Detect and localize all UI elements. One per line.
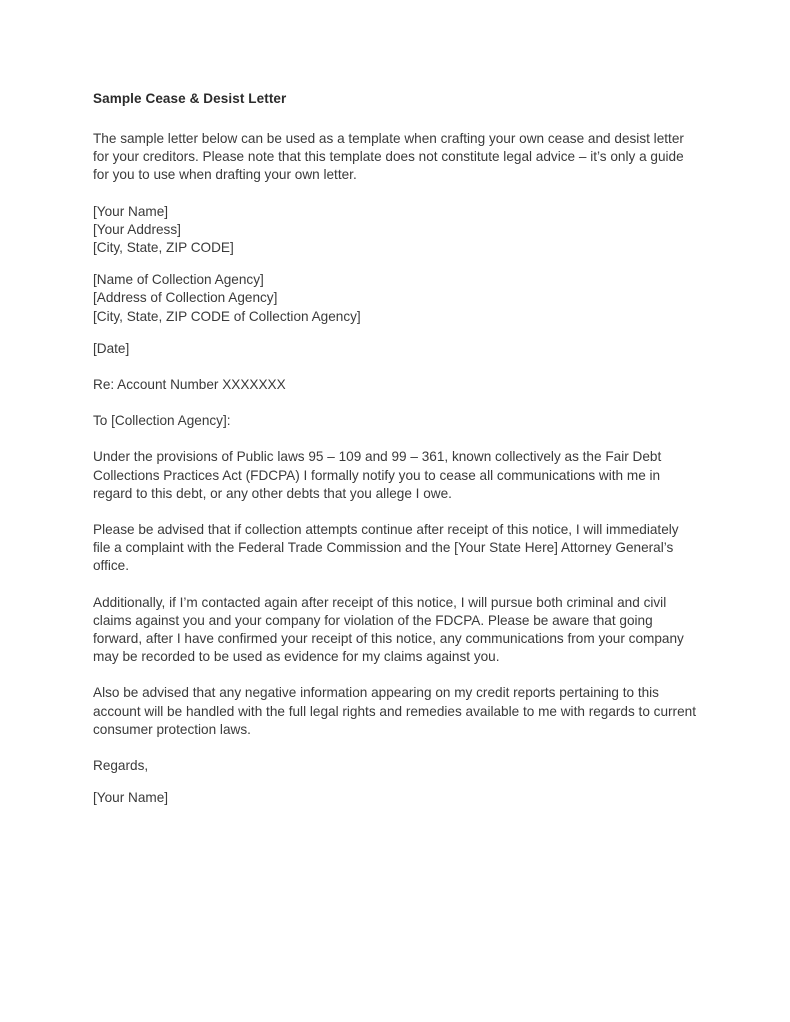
recipient-city-line: [City, State, ZIP CODE of Collection Agency] <box>93 308 361 324</box>
letter-content <box>93 90 697 825</box>
subject-line: Re: Account Number XXXXXXX <box>93 377 286 393</box>
sender-name-line: [Your Name] <box>93 203 169 219</box>
recipient-address-block <box>93 271 697 326</box>
signature-line: [Your Name] <box>93 790 169 806</box>
body-paragraph-1: Under the provisions of Public laws 95 – 109 and 99 – 361, known collectively as the Fair Debt Collections Practices Act (FDCPA) I formally notify you to cease all communications with me in regard to this debt, or any other debts that you allege I owe. <box>93 449 662 501</box>
body-paragraph-3: Additionally, if I’m contacted again after receipt of this notice, I will pursue both criminal and civil claims against you and your company for violation of the FDCPA. Please be aware that going forward, after I have confirmed your receipt of this notice, any communications from your company may be recorded to be used as evidence for my claims against you. <box>93 594 684 665</box>
intro-paragraph: The sample letter below can be used as a template when crafting your own cease and desist letter for your creditors. Please note that this template does not constitute legal advice – it’s only a guide for you to use when drafting your own letter. <box>93 131 684 183</box>
closing-line: Regards, <box>93 758 149 774</box>
sender-city-line: [City, State, ZIP CODE] <box>93 240 234 256</box>
sender-address-block <box>93 203 697 258</box>
date-line: [Date] <box>93 340 130 356</box>
page-title: Sample Cease & Desist Letter <box>93 91 287 106</box>
sender-address-line: [Your Address] <box>93 221 181 237</box>
recipient-address-line: [Address of Collection Agency] <box>93 290 278 306</box>
recipient-name-line: [Name of Collection Agency] <box>93 272 264 288</box>
body-paragraph-4: Also be advised that any negative information appearing on my credit reports pertaining to this account will be handled with the full legal rights and remedies available to me with regards to current consumer protection laws. <box>93 685 696 737</box>
body-paragraph-2: Please be advised that if collection attempts continue after receipt of this notice, I will immediately file a complaint with the Federal Trade Commission and the [Your State Here] Attorney General’s office. <box>93 522 679 574</box>
salutation-line: To [Collection Agency]: <box>93 413 231 429</box>
